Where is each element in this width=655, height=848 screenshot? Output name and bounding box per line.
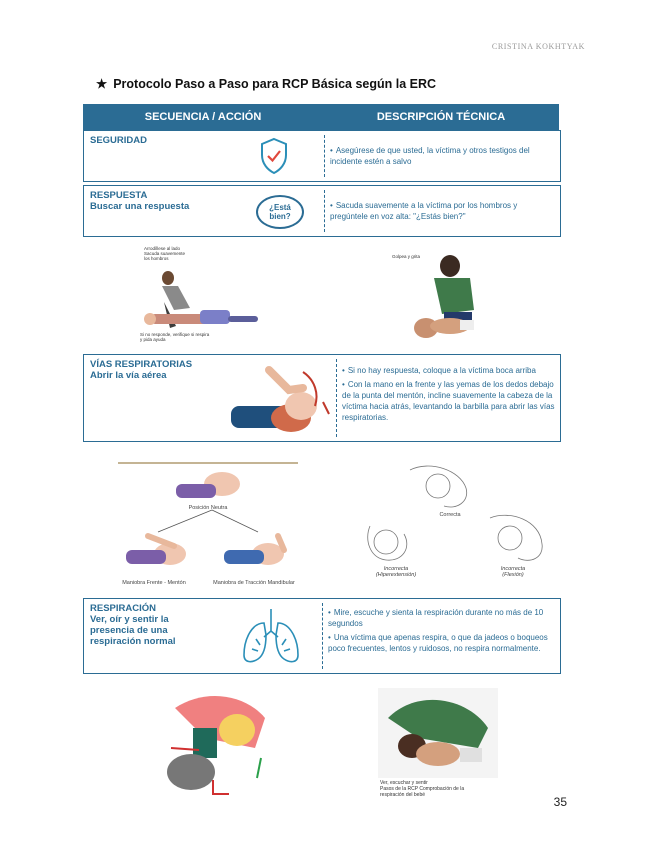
adult-breathing-illustration (165, 688, 280, 798)
bullet: • Asegúrese de que usted, la víctima y otros testigos del incidente estén a salvo (330, 145, 552, 167)
caption: Pasos de la RCP Comprobación de la respiración del bebé (380, 786, 465, 798)
bullet: • Sacuda suavemente a la víctima por los hombros y pregúntele en voz alta: "¿Estás bien?" (330, 200, 552, 222)
infant-breathing-figure (378, 688, 498, 798)
row-subtitle: Abrir la vía aérea (90, 370, 167, 381)
page-number: 35 (553, 795, 567, 809)
shield-check-icon (259, 137, 289, 175)
row-description (330, 145, 552, 170)
maneuver-right-label: Maniobra de Tracción Mandibular (213, 580, 295, 586)
row-respuesta (83, 185, 561, 237)
row-respiracion (83, 598, 561, 674)
maneuver-left-label: Maniobra Frente - Mentón (122, 580, 186, 586)
header-description: DESCRIPCIÓN TÉCNICA (376, 111, 506, 123)
bullet: • Mire, escuche y sienta la respiración durante no más de 10 segundos (328, 607, 554, 629)
infant-airway-figure (360, 460, 550, 588)
caption: Si no responde, verifique si respira y pida ayuda (140, 332, 210, 342)
bullet: • Si no hay respuesta, coloque a la víctima boca arriba (342, 365, 556, 376)
adult-response-photo (140, 246, 265, 346)
row-subtitle: Ver, oír y sentir la presencia de una respiración normal (90, 614, 176, 647)
airway-maneuvers-figure (118, 462, 308, 590)
adult-response-illustration (140, 246, 265, 346)
table-header (83, 104, 559, 130)
row-description (328, 607, 554, 657)
row-title: SEGURIDAD (90, 135, 148, 146)
row-vias-respiratorias (83, 354, 561, 442)
speech-bubble-icon (256, 195, 304, 229)
infant-airway-incorrect-left-label: Incorrecta (Hiperextensión) (375, 566, 417, 578)
infant-airway-correct-label: Correcta (439, 512, 461, 518)
caption: Arrodíllese al lado Sacuda suavemente los hombros (144, 246, 186, 261)
neutral-position-label: Posición Neutra (188, 505, 228, 511)
infant-response-photo (392, 246, 492, 346)
star-icon: ★ (96, 77, 108, 91)
title-text: Protocolo Paso a Paso para RCP Básica según la ERC (113, 77, 437, 91)
author-name: CRISTINA KOKHTYAK (491, 42, 585, 51)
page-title (96, 76, 436, 91)
row-title: VÍAS RESPIRATORIAS Abrir la vía aérea (90, 359, 193, 381)
row-seguridad (83, 130, 561, 182)
bullet: • Con la mano en la frente y las yemas de los dedos debajo de la punta del mentón, incline suavemente la cabeza de la víctima hacia atrás, levantando la barbilla para abrir las vías respiratorias. (342, 379, 556, 423)
bubble-text: ¿Está bien? (269, 203, 291, 221)
row-title: RESPUESTA Buscar una respuesta (90, 190, 190, 212)
infant-response-illustration (392, 246, 492, 346)
infant-airway-incorrect-right-label: Incorrecta (Flexión) (500, 566, 526, 578)
caption: Golpea y grita (392, 254, 421, 259)
row-description (330, 200, 552, 225)
bullet: • Una víctima que apenas respira, o que da jadeos o boqueos poco frecuentes, lentos y ruidosos, no respira normalmente. (328, 632, 554, 654)
airway-maneuvers-illustration (118, 462, 308, 590)
adult-breathing-figure (165, 688, 280, 798)
caption: Ver, escuchar y sentir (380, 780, 428, 786)
lungs-icon (240, 605, 302, 667)
infant-breathing-illustration (378, 688, 498, 778)
airway-illustration (229, 360, 339, 436)
row-title: RESPIRACIÓN Ver, oír y sentir la presencia de una respiración normal (90, 603, 176, 647)
row-subtitle: Buscar una respuesta (90, 201, 190, 212)
header-sequence: SECUENCIA / ACCIÓN (144, 111, 262, 123)
row-description (342, 365, 556, 426)
